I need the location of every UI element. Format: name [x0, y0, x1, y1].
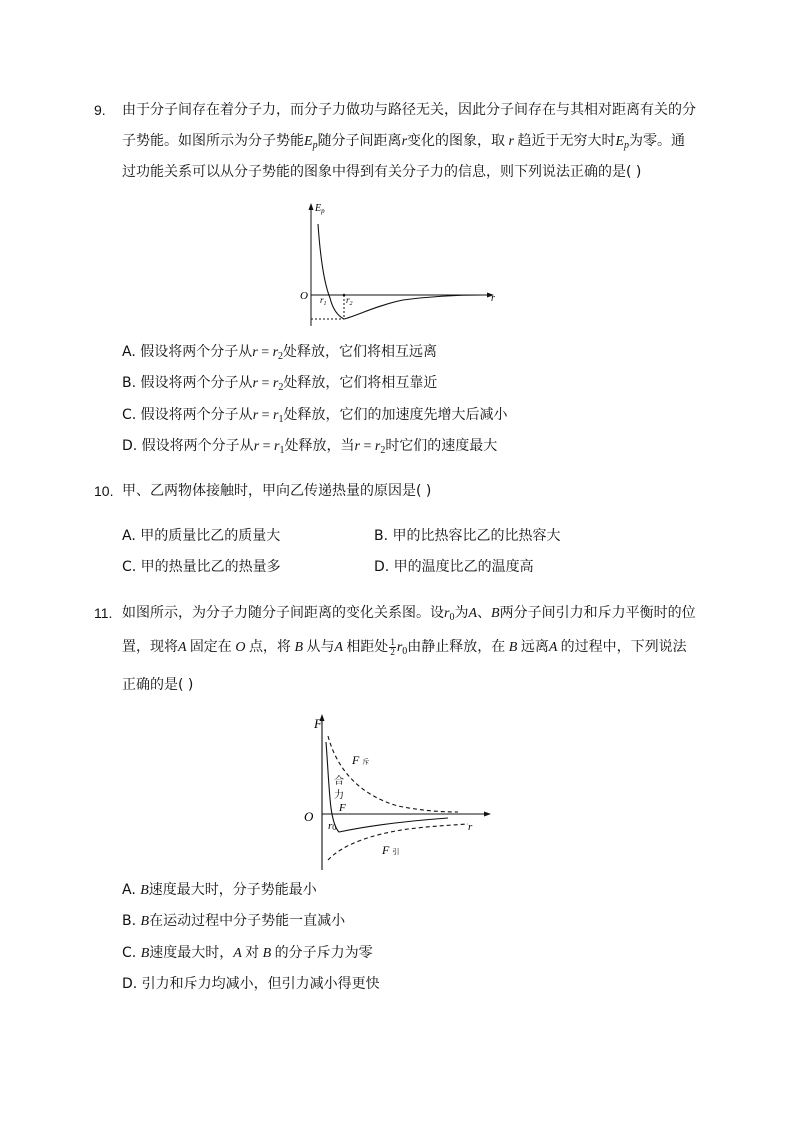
r-axis-label: r	[468, 821, 473, 833]
question-text-line: 置，现将A 固定在 O 点，将 B 从与A 相距处 $\frac{1}{2}$ $r_0$由静止释放，在 B 远离A 的过程中，下列说法	[122, 636, 687, 657]
f-axis-label: F	[314, 716, 322, 731]
question-text-line: 甲、乙两物体接触时，甲向乙传递热量的原因是( )	[122, 483, 432, 499]
x-axis-label: r	[491, 293, 495, 304]
option-a: A. 假设将两个分子从$r = r_2$处释放，它们将相互远离	[122, 344, 438, 362]
option-b: B. 假设将两个分子从$r = r_2$处释放，它们将相互靠近	[122, 375, 438, 393]
option-d: D. 引力和斥力均减小，但引力减小得更快	[122, 976, 380, 992]
net-force-label-3: F	[339, 802, 346, 814]
attractive-label: F 引	[382, 843, 400, 857]
question-number: 9.	[94, 102, 106, 118]
option-c: C. B速度最大时，A 对 B 的分子斥力为零	[122, 945, 373, 961]
r2-label: $r_2$	[346, 295, 353, 307]
question-text-line: 由于分子间存在着分子力，而分子力做功与路径无关，因此分子间存在与其相对距离有关的分	[122, 102, 696, 118]
option-a: A. B速度最大时，分子势能最小	[122, 882, 317, 898]
question-number: 11.	[94, 605, 113, 621]
question-text-line: 子势能。如图所示为分子势能$E_p$随分子间距离r变化的图象，取 r 趋近于无穷大时$E_p$为零。通	[122, 133, 686, 151]
question-number: 10.	[94, 483, 114, 499]
option-b: B. 甲的比热容比乙的比热容大	[374, 528, 561, 544]
molecular-force-graph	[298, 708, 502, 874]
option-b: B. B在运动过程中分子势能一直减小	[122, 913, 346, 929]
option-c: C. 甲的热量比乙的热量多	[122, 559, 281, 575]
r0-label: r0	[328, 820, 337, 832]
option-d: D. 甲的温度比乙的温度高	[374, 559, 534, 575]
option-d: D. 假设将两个分子从$r = r_1$处释放，当$r = r_2$时它们的速度最大	[122, 438, 498, 456]
net-force-label-1: 合	[334, 776, 344, 787]
y-axis-label: $E_p$	[315, 203, 325, 215]
question-text-line: 过功能关系可以从分子势能的图象中得到有关分子力的信息，则下列说法正确的是( )	[122, 164, 642, 180]
origin-label: O	[300, 290, 308, 302]
question-text-line: 如图所示，为分子力随分子间距离的变化关系图。设$r_0$为A、B两分子间引力和斥力平衡时的位	[122, 605, 696, 623]
potential-energy-graph	[298, 198, 500, 330]
option-a: A. 甲的质量比乙的质量大	[122, 528, 281, 544]
question-text-line: 正确的是( )	[122, 677, 194, 693]
r1-label: $r_1$	[320, 295, 327, 307]
origin-label: O	[304, 809, 314, 824]
repulsive-label: F 斥	[352, 753, 370, 767]
net-force-label-2: 力	[334, 790, 344, 801]
option-c: C. 假设将两个分子从$r = r_1$处释放，它们的加速度先增大后减小	[122, 407, 508, 425]
